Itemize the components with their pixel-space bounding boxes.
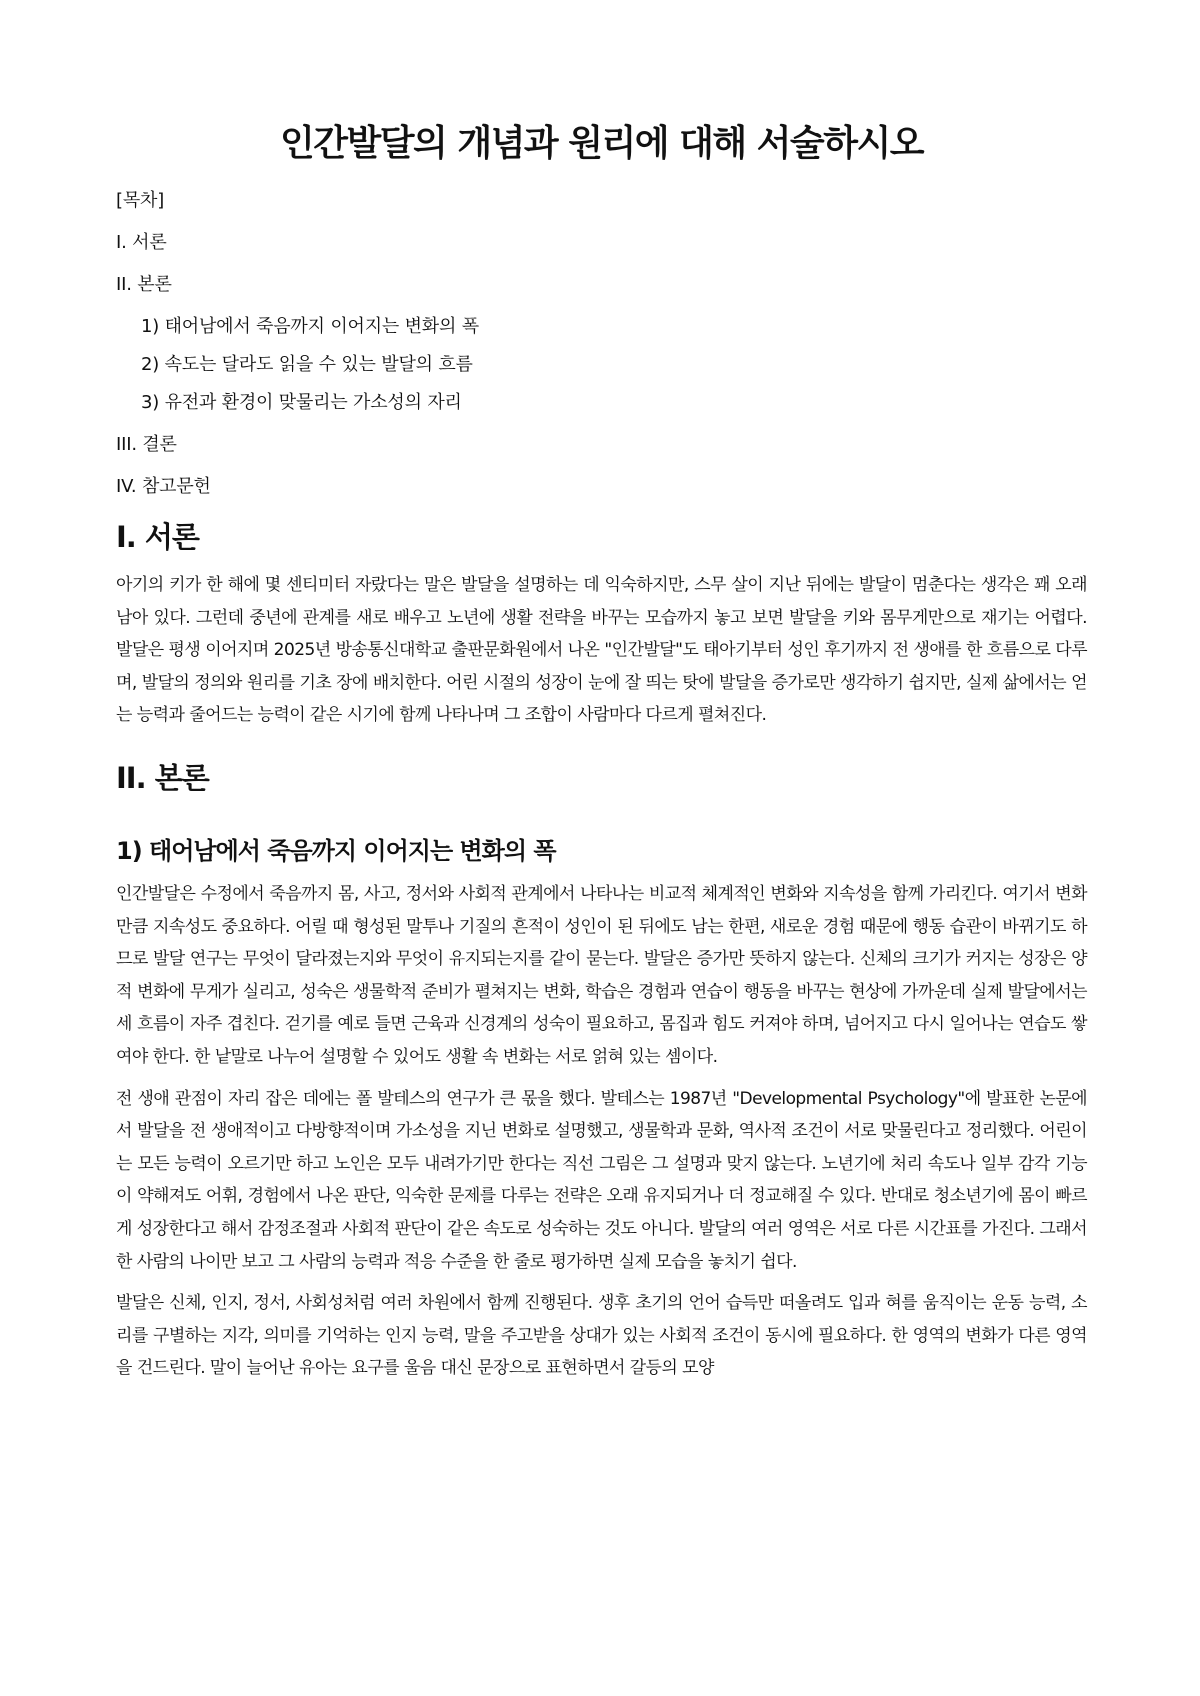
subsection-1-paragraph-2: 전 생애 관점이 자리 잡은 데에는 폴 발테스의 연구가 큰 몫을 했다. 발테스는 1987년 "Developmental Psychology"에 발표한 논문에서 발달을 전 생애적이고 다방향적이며 가소성을 지닌 변화로 설명했고, 생물학과 문화, 역사적 조건이 서로 맞물린다고 정리했다. 어린이는 모든 능력이 오르기만 하고 노인은 모두 내려가기만 한다는 직선 그림은 그 설명과 맞지 않는다. 노년기에 처리 속도나 일부 감각 기능이 약해져도 어휘, 경험에서 나온 판단, 익숙한 문제를 다루는 전략은 오래 유지되거나 더 정교해질 수 있다. 반대로 청소년기에 몸이 빠르게 성장한다고 해서 감정조절과 사회적 판단이 같은 속도로 성숙하는 것도 아니다. 발달의 여러 영역은 서로 다른 시간표를 가진다. 그래서 한 사람의 나이만 보고 그 사람의 능력과 적응 수준을 한 줄로 평가하면 실제 모습을 놓치기 쉽다. bbox=[116, 1088, 1087, 1272]
section-heading-main: II. 본론 bbox=[116, 760, 209, 795]
subsection-heading-1: 1) 태어남에서 죽음까지 이어지는 변화의 폭 bbox=[116, 836, 556, 865]
toc-item-conclusion: III. 결론 bbox=[116, 434, 177, 455]
toc-item-main: II. 본론 bbox=[116, 274, 172, 295]
table-of-contents bbox=[116, 189, 1087, 499]
toc-heading: [목차] bbox=[116, 190, 165, 211]
toc-item-main-sub1: 1) 태어남에서 죽음까지 이어지는 변화의 폭 bbox=[141, 316, 479, 337]
toc-item-main-sub3: 3) 유전과 환경이 맞물리는 가소성의 자리 bbox=[141, 392, 462, 413]
document-title: 인간발달의 개념과 원리에 대해 서술하시오 bbox=[279, 123, 924, 164]
toc-item-intro: I. 서론 bbox=[116, 232, 167, 253]
subsection-1-paragraph-3: 발달은 신체, 인지, 정서, 사회성처럼 여러 차원에서 함께 진행된다. 생후 초기의 언어 습득만 떠올려도 입과 혀를 움직이는 운동 능력, 소리를 구별하는 지각, 의미를 기억하는 인지 능력, 말을 주고받을 상대가 있는 사회적 조건이 동시에 필요하다. 한 영역의 변화가 다른 영역을 건드린다. 말이 늘어난 유아는 요구를 울음 대신 문장으로 표현하면서 갈등의 모양 bbox=[116, 1293, 1087, 1379]
section-heading-intro: I. 서론 bbox=[116, 520, 199, 554]
toc-item-references: IV. 참고문헌 bbox=[116, 476, 211, 497]
subsection-1-paragraph-1: 인간발달은 수정에서 죽음까지 몸, 사고, 정서와 사회적 관계에서 나타나는 비교적 체계적인 변화와 지속성을 함께 가리킨다. 여기서 변화만큼 지속성도 중요하다. 어릴 때 형성된 말투나 기질의 흔적이 성인이 된 뒤에도 남는 한편, 새로운 경험 때문에 행동 습관이 바뀌기도 하므로 발달 연구는 무엇이 달라졌는지와 무엇이 유지되는지를 같이 묻는다. 발달은 증가만 뜻하지 않는다. 신체의 크기가 커지는 성장은 양적 변화에 무게가 실리고, 성숙은 생물학적 준비가 펼쳐지는 변화, 학습은 경험과 연습이 행동을 바꾸는 현상에 가까운데 실제 발달에서는 세 흐름이 자주 겹친다. 걷기를 예로 들면 근육과 신경계의 성숙이 필요하고, 몸집과 힘도 커져야 하며, 넘어지고 다시 일어나는 연습도 쌓여야 한다. 한 낱말로 나누어 설명할 수 있어도 생활 속 변화는 서로 얽혀 있는 셈이다. bbox=[116, 883, 1087, 1067]
intro-paragraph: 아기의 키가 한 해에 몇 센티미터 자랐다는 말은 발달을 설명하는 데 익숙하지만, 스무 살이 지난 뒤에는 발달이 멈춘다는 생각은 꽤 오래 남아 있다. 그런데 중년에 관계를 새로 배우고 노년에 생활 전략을 바꾸는 모습까지 놓고 보면 발달을 키와 몸무게만으로 재기는 어렵다. 발달은 평생 이어지며 2025년 방송통신대학교 출판문화원에서 나온 "인간발달"도 태아기부터 성인 후기까지 전 생애를 한 흐름으로 다루며, 발달의 정의와 원리를 기초 장에 배치한다. 어린 시절의 성장이 눈에 잘 띄는 탓에 발달을 증가로만 생각하기 쉽지만, 실제 삶에서는 얻는 능력과 줄어드는 능력이 같은 시기에 함께 나타나며 그 조합이 사람마다 다르게 펼쳐진다. bbox=[116, 575, 1087, 726]
toc-item-main-sub2: 2) 속도는 달라도 읽을 수 있는 발달의 흐름 bbox=[141, 354, 473, 375]
